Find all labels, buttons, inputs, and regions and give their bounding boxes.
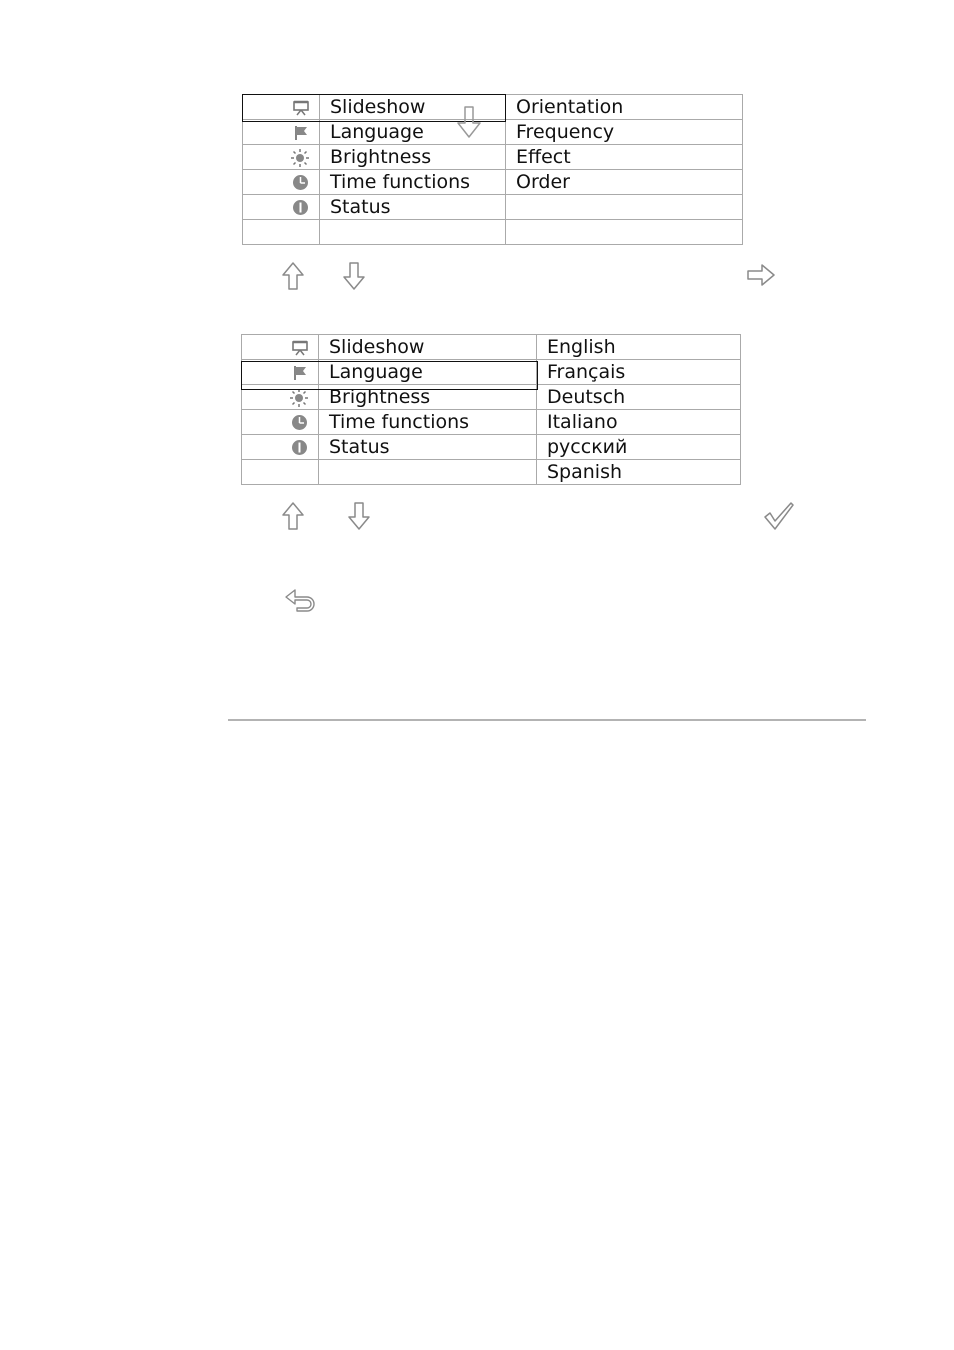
slideshow-icon: [242, 335, 319, 360]
info-icon: [242, 435, 319, 460]
menu-row[interactable]: [243, 95, 743, 120]
submenu-item: [506, 195, 743, 220]
down-arrow-icon[interactable]: [342, 261, 366, 291]
brightness-sun-icon: [242, 385, 319, 410]
up-arrow-icon[interactable]: [281, 501, 305, 531]
language-option[interactable]: Deutsch: [537, 385, 741, 410]
language-option[interactable]: русский: [537, 435, 741, 460]
brightness-sun-icon: [243, 145, 320, 170]
language-option[interactable]: Spanish: [537, 460, 741, 485]
menu-item-label: Status: [319, 435, 537, 460]
menu-row[interactable]: [242, 335, 741, 360]
menu-item-label: [319, 460, 537, 485]
checkmark-icon[interactable]: [763, 501, 795, 531]
slideshow-icon: [243, 95, 320, 120]
right-arrow-icon[interactable]: [746, 263, 776, 287]
horizontal-divider: [228, 719, 866, 721]
menu-item-label: Time functions: [320, 170, 506, 195]
language-flag-icon: [242, 360, 319, 385]
menu-item-label: Slideshow: [319, 335, 537, 360]
submenu-item[interactable]: Order: [506, 170, 743, 195]
language-option[interactable]: Italiano: [537, 410, 741, 435]
return-icon[interactable]: [283, 587, 319, 613]
menu-item-label: Time functions: [319, 410, 537, 435]
menu-row[interactable]: [243, 170, 743, 195]
up-arrow-icon[interactable]: [281, 261, 305, 291]
menu-item-label: Brightness: [320, 145, 506, 170]
menu-row[interactable]: [243, 145, 743, 170]
clock-icon: [242, 410, 319, 435]
down-arrow-icon[interactable]: [347, 501, 371, 531]
settings-menu-2: [241, 334, 741, 485]
language-option[interactable]: Français: [537, 360, 741, 385]
settings-menu-1: [242, 94, 743, 245]
menu-row[interactable]: [242, 460, 741, 485]
down-arrow-icon: [456, 105, 482, 139]
submenu-item[interactable]: Effect: [506, 145, 743, 170]
menu-row[interactable]: [243, 195, 743, 220]
menu-row-empty: [243, 220, 743, 245]
menu-row[interactable]: [243, 120, 743, 145]
menu-item-label: Slideshow: [320, 95, 506, 120]
menu-row[interactable]: [242, 385, 741, 410]
menu-item-label: Status: [320, 195, 506, 220]
menu-item-label: Language: [319, 360, 537, 385]
menu-item-label: Language: [320, 120, 506, 145]
submenu-item[interactable]: Frequency: [506, 120, 743, 145]
menu-row[interactable]: [242, 435, 741, 460]
language-option[interactable]: English: [537, 335, 741, 360]
language-flag-icon: [243, 120, 320, 145]
menu-row[interactable]: [242, 410, 741, 435]
menu-row[interactable]: [242, 360, 741, 385]
menu-item-label: Brightness: [319, 385, 537, 410]
clock-icon: [243, 170, 320, 195]
submenu-item[interactable]: Orientation: [506, 95, 743, 120]
info-icon: [243, 195, 320, 220]
